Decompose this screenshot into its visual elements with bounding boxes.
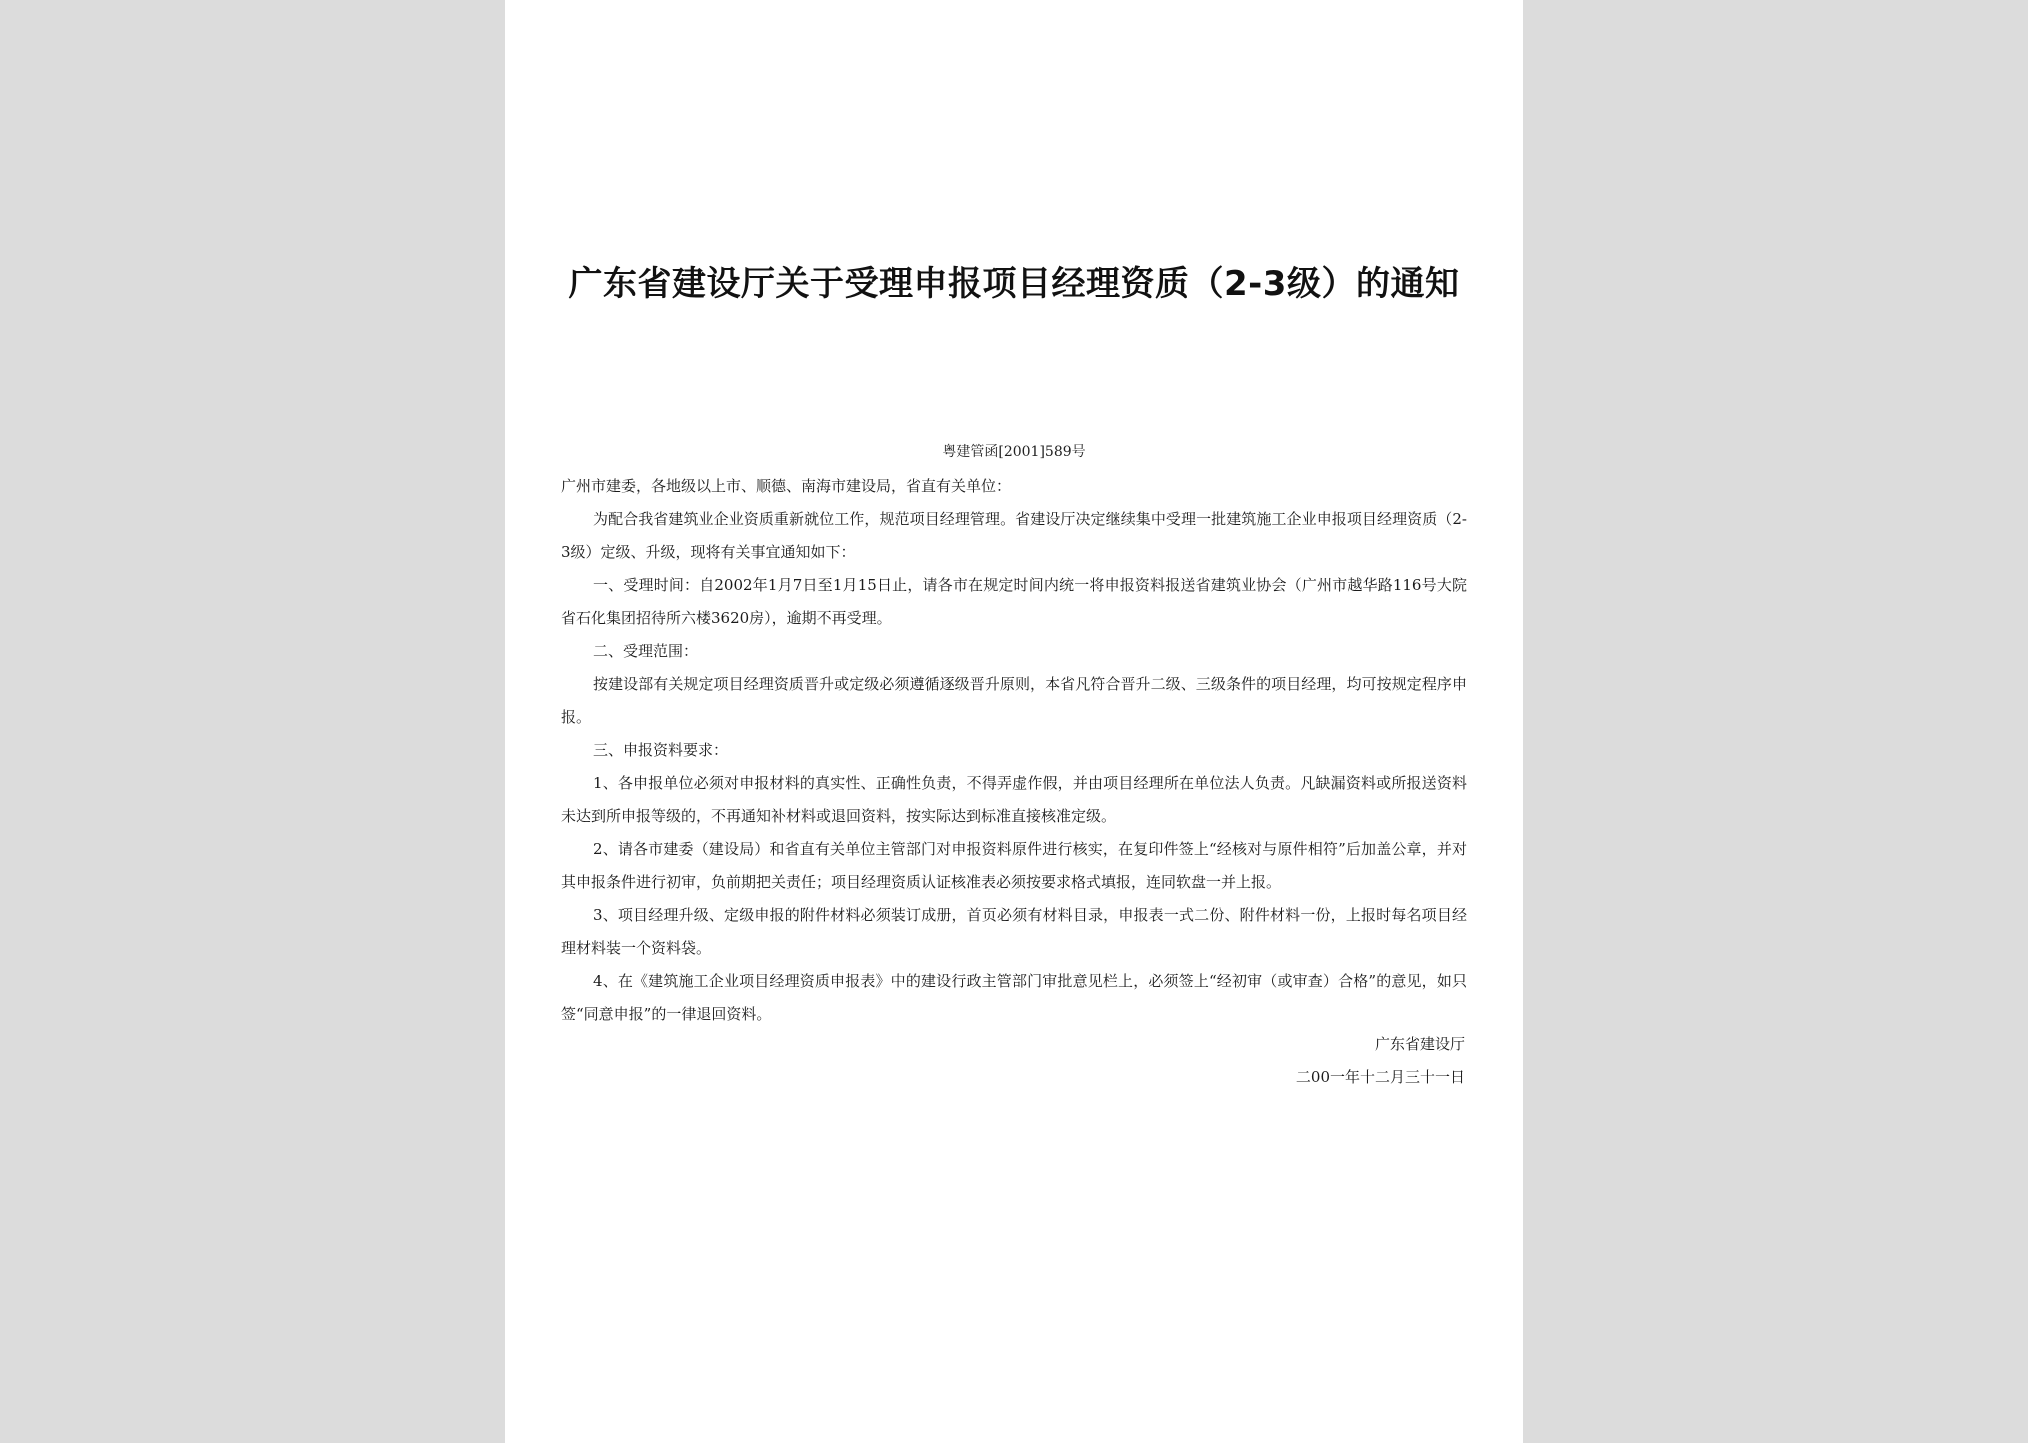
body-paragraph: 3、项目经理升级、定级申报的附件材料必须装订成册，首页必须有材料目录，申报表一式二份、附件材料一份，上报时每名项目经理材料装一个资料袋。 bbox=[561, 906, 1467, 957]
signature-block bbox=[561, 1028, 1467, 1094]
body-paragraph: 2、请各市建委（建设局）和省直有关单位主管部门对申报资料原件进行核实，在复印件签上“经核对与原件相符”后加盖公章，并对其申报条件进行初审，负前期把关责任；项目经理资质认证核准表必须按要求格式填报，连同软盘一并上报。 bbox=[561, 840, 1467, 891]
body-paragraph: 一、受理时间：自2002年1月7日至1月15日止，请各市在规定时间内统一将申报资料报送省建筑业协会（广州市越华路116号大院省石化集团招待所六楼3620房），逾期不再受理。 bbox=[561, 576, 1467, 627]
recipients-line: 广州市建委，各地级以上市、顺德、南海市建设局，省直有关单位： bbox=[561, 477, 1012, 495]
document-title: 广东省建设厅关于受理申报项目经理资质（2-3级）的通知 bbox=[568, 264, 1460, 304]
body-paragraph: 按建设部有关规定项目经理资质晋升或定级必须遵循逐级晋升原则，本省凡符合晋升二级、三级条件的项目经理，均可按规定程序申报。 bbox=[561, 675, 1467, 726]
document-number: 粤建管函[2001]589号 bbox=[942, 444, 1086, 460]
document-body bbox=[561, 470, 1467, 1031]
body-paragraph: 为配合我省建筑业企业资质重新就位工作，规范项目经理管理。省建设厅决定继续集中受理一批建筑施工企业申报项目经理资质（2-3级）定级、升级，现将有关事宜通知如下： bbox=[561, 510, 1467, 561]
body-paragraph: 4、在《建筑施工企业项目经理资质申报表》中的建设行政主管部门审批意见栏上，必须签上“经初审（或审查）合格”的意见，如只签“同意申报”的一律退回资料。 bbox=[561, 972, 1467, 1023]
document-page bbox=[505, 0, 1523, 1443]
issue-date: 二00一年十二月三十一日 bbox=[1295, 1068, 1465, 1086]
issuer-name: 广东省建设厅 bbox=[1374, 1035, 1465, 1053]
section-heading: 二、受理范围： bbox=[593, 642, 699, 660]
section-heading: 三、申报资料要求： bbox=[593, 741, 729, 759]
body-paragraph: 1、各申报单位必须对申报材料的真实性、正确性负责，不得弄虚作假，并由项目经理所在单位法人负责。凡缺漏资料或所报送资料未达到所申报等级的，不再通知补材料或退回资料，按实际达到标准直接核准定级。 bbox=[561, 774, 1467, 825]
